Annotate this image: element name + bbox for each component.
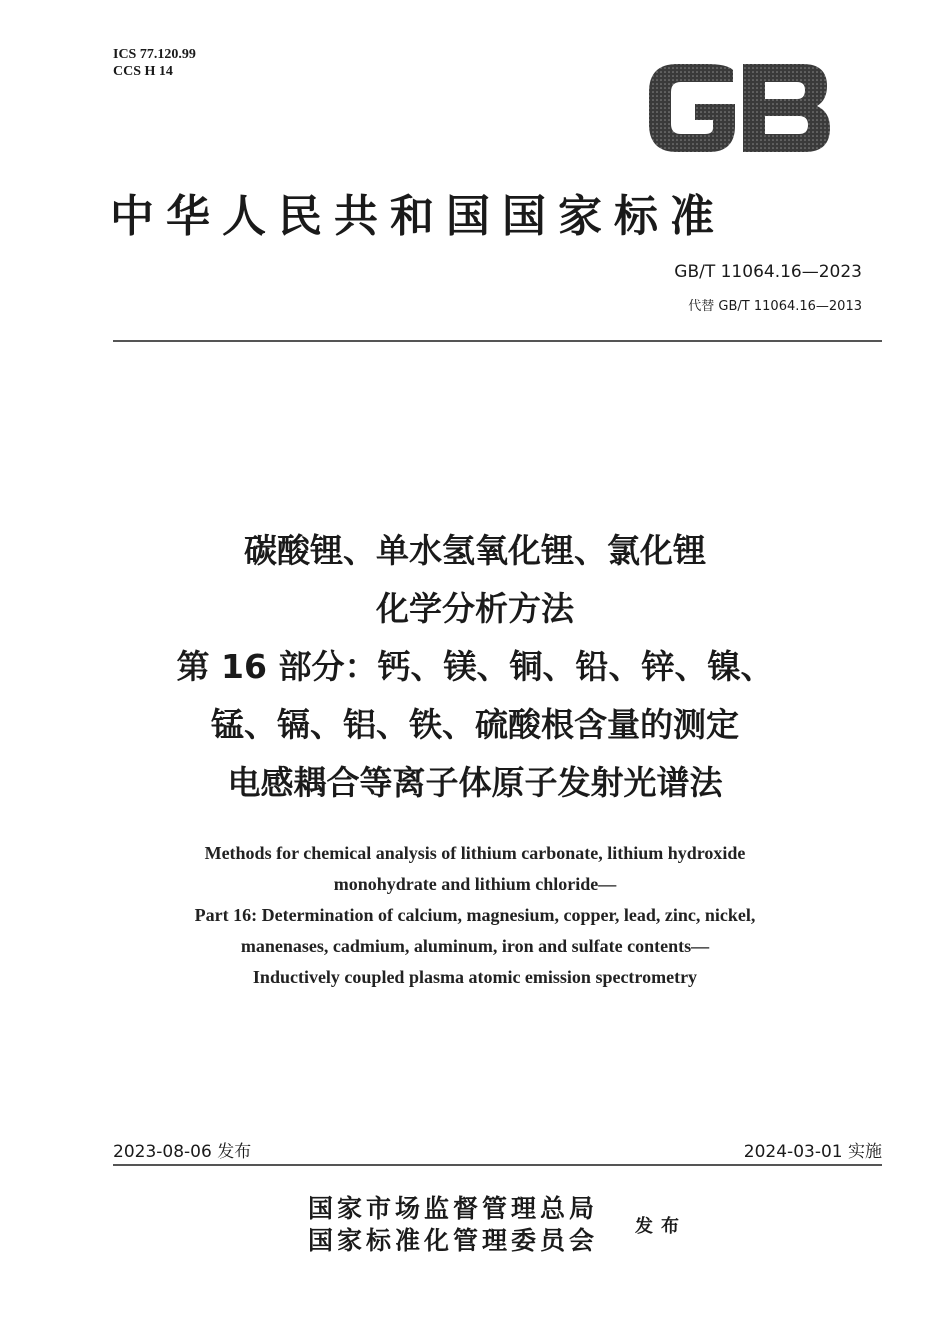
title-zh-line: 锰、镉、铝、铁、硫酸根含量的测定 [211, 705, 739, 744]
title-en-line: manenases, cadmium, aluminum, iron and sulfate contents— [240, 936, 710, 956]
issuing-authorities [308, 1193, 598, 1257]
replaces-standard: 代替 GB/T 11064.16—2013 [688, 299, 862, 314]
issuer-sac: 国家标准化管理委员会 [308, 1226, 599, 1255]
title-en-line: Part 16: Determination of calcium, magnesium, copper, lead, zinc, nickel, [194, 905, 756, 925]
footer-divider [113, 1164, 882, 1166]
title-zh-line: 碳酸锂、单水氢氧化锂、氯化锂 [244, 531, 706, 570]
header-divider [113, 340, 882, 342]
classification-codes [113, 46, 196, 80]
gb-logo [647, 62, 832, 154]
title-en-line: Inductively coupled plasma atomic emission spectrometry [252, 967, 698, 987]
issue-date: 2023-08-06 发布 [113, 1142, 252, 1162]
chinese-title [80, 522, 870, 812]
publish-label: 发布 [635, 1216, 687, 1237]
standard-number: GB/T 11064.16—2023 [674, 262, 862, 282]
ics-code: ICS 77.120.99 [113, 47, 196, 62]
ccs-code: CCS H 14 [113, 64, 173, 79]
title-en-line: monohydrate and lithium chloride— [333, 874, 617, 894]
title-en-line: Methods for chemical analysis of lithium carbonate, lithium hydroxide [204, 843, 746, 863]
title-zh-line: 化学分析方法 [376, 589, 574, 628]
implementation-date: 2024-03-01 实施 [743, 1142, 882, 1162]
national-standard-title: 中华人民共和国国家标准 [110, 191, 726, 242]
title-zh-line: 第 16 部分：钙、镁、铜、铅、锌、镍、 [176, 647, 774, 686]
title-zh-line: 电感耦合等离子体原子发射光谱法 [227, 763, 723, 802]
issuer-samr: 国家市场监督管理总局 [308, 1194, 599, 1223]
english-title [80, 838, 870, 993]
